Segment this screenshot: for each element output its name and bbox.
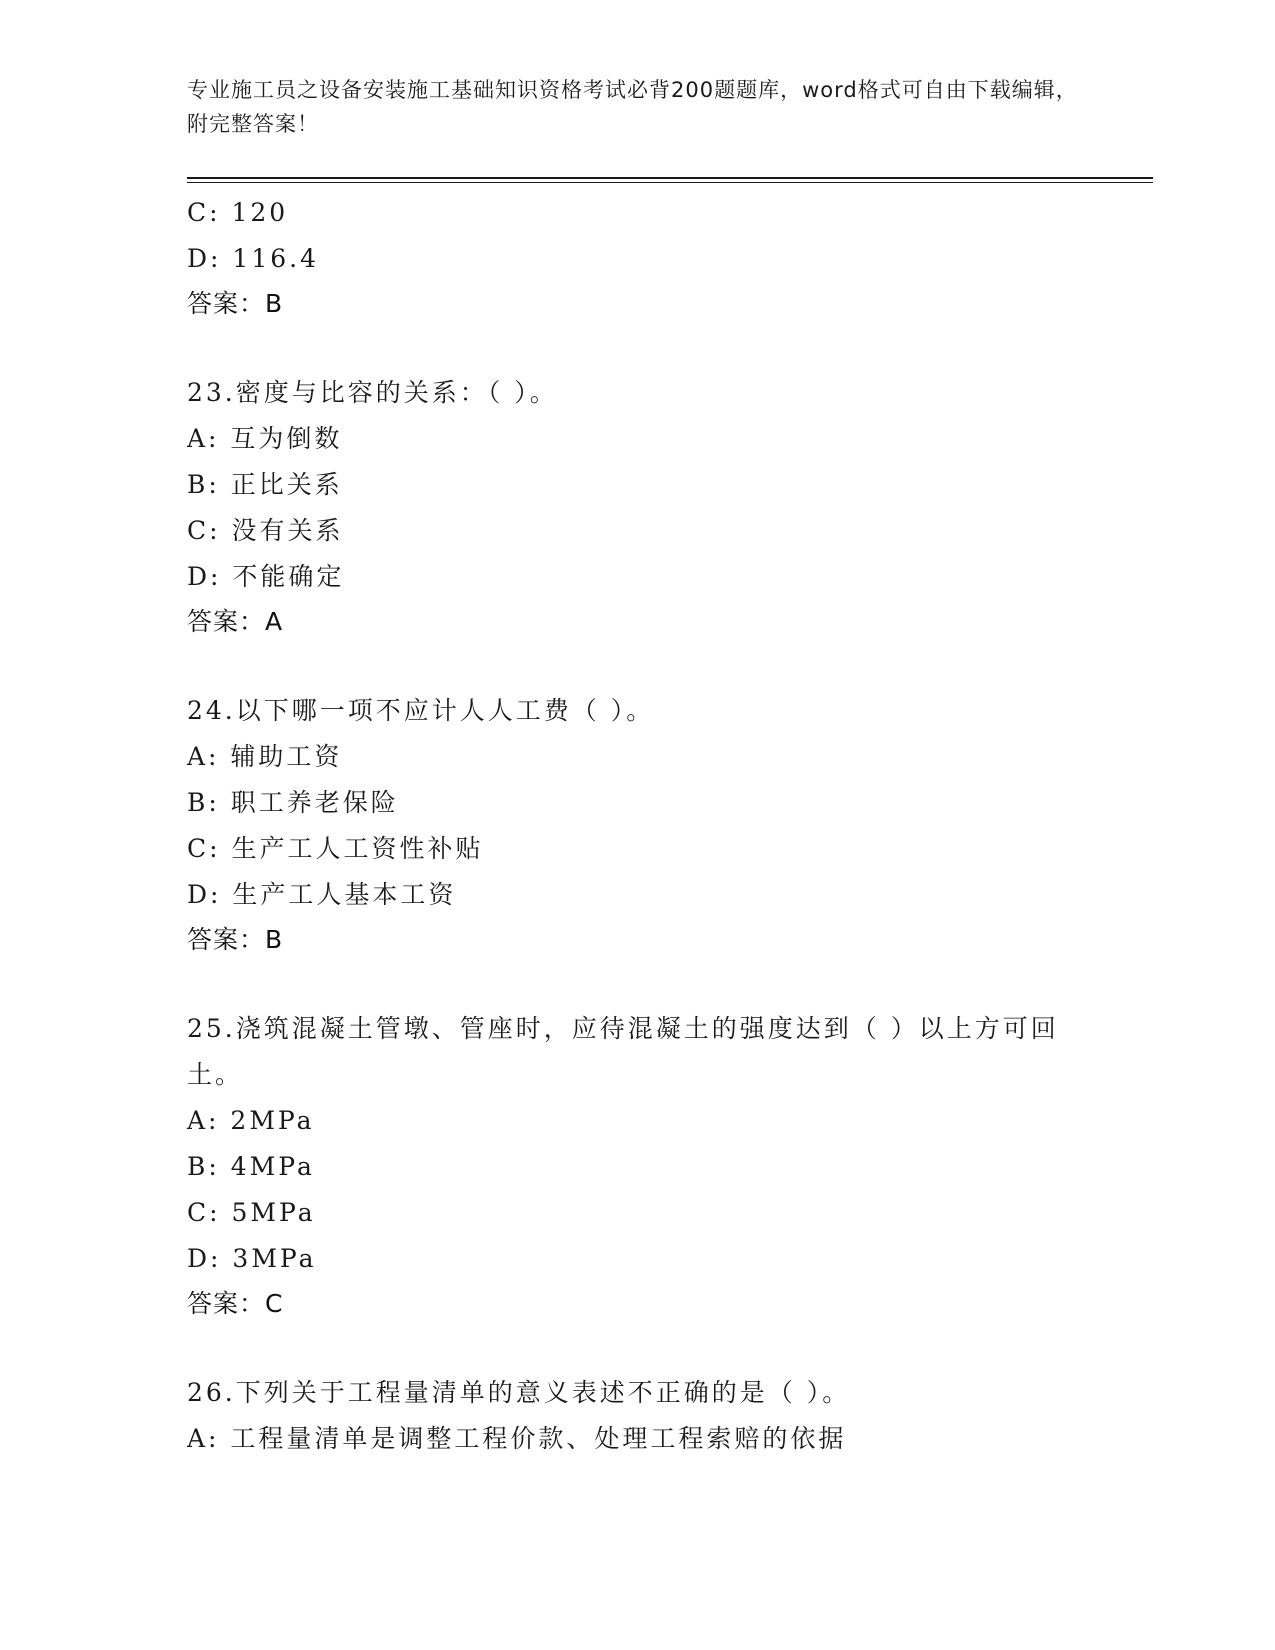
spacer [187,1326,1087,1370]
header-divider-thin [187,182,1153,183]
question-26 [187,1370,1087,1462]
question-23 [187,370,1087,644]
answer-line: 答案：C [187,1289,284,1318]
question-25 [187,1006,1087,1326]
option-c: C: 120 [187,198,289,227]
option-c: C: 生产工人工资性补贴 [187,834,484,863]
option-a: A: 辅助工资 [187,742,343,771]
question-24 [187,688,1087,962]
header-divider [187,177,1153,179]
question-stem: 24.以下哪一项不应计人人工费（ ）。 [187,696,655,725]
option-d: D: 3MPa [187,1244,317,1273]
option-b: B: 4MPa [187,1152,315,1181]
option-a: A: 互为倒数 [187,424,343,453]
spacer [187,962,1087,1006]
option-a: A: 2MPa [187,1106,315,1135]
spacer [187,644,1087,688]
option-a: A: 工程量清单是调整工程价款、处理工程索赔的依据 [187,1424,847,1453]
option-d: D: 116.4 [187,244,319,273]
option-c: C: 没有关系 [187,516,344,545]
spacer [187,326,1087,370]
answer-line: 答案：B [187,925,284,954]
option-c: C: 5MPa [187,1198,316,1227]
option-b: B: 正比关系 [187,470,343,499]
question-stem: 23.密度与比容的关系：（ ）。 [187,378,558,407]
answer-line: 答案：B [187,289,284,318]
option-d: D: 生产工人基本工资 [187,880,457,909]
partial-question [187,190,1087,326]
option-b: B: 职工养老保险 [187,788,399,817]
option-d: D: 不能确定 [187,562,345,591]
document-header: 专业施工员之设备安装施工基础知识资格考试必背200题题库，word格式可自由下载编辑，附完整答案！ [187,78,1078,136]
question-stem: 26.下列关于工程量清单的意义表述不正确的是（ ）。 [187,1378,851,1407]
question-list [187,190,1087,1462]
question-stem: 25.浇筑混凝土管墩、管座时，应待混凝土的强度达到（ ）以上方可回土。 [187,1014,1059,1089]
answer-line: 答案：A [187,607,284,636]
